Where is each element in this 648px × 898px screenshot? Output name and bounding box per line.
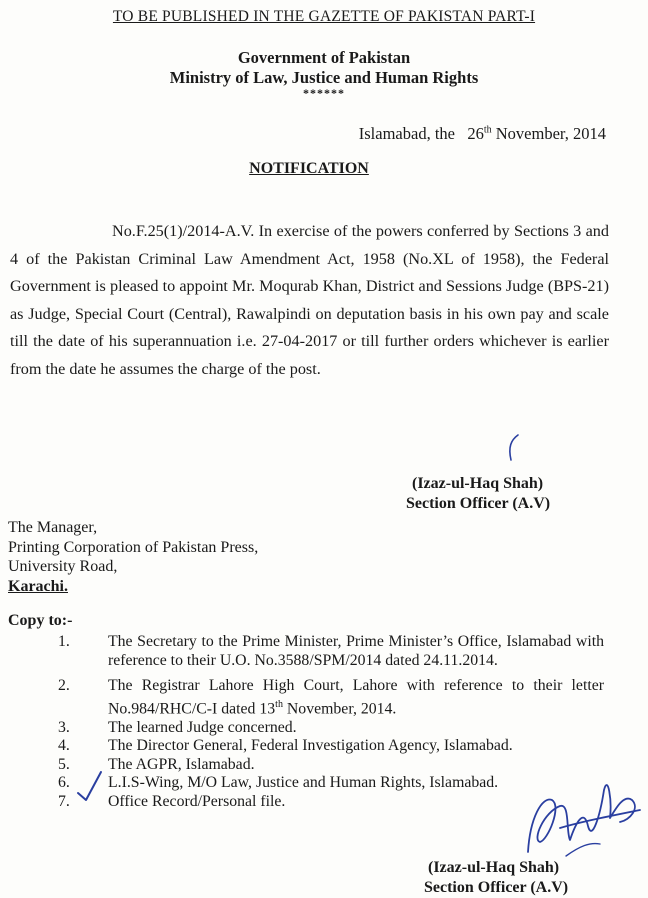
- signature-underline-icon: [566, 844, 600, 857]
- copy-item-number: 2.: [58, 677, 70, 695]
- copy-item-text: The Director General, Federal Investigation Agency, Islamabad.: [108, 737, 513, 755]
- initial-stroke-icon: [510, 435, 518, 460]
- copy-item: [58, 719, 604, 738]
- signatory-designation: Section Officer (A.V): [406, 495, 551, 512]
- copy-item: [58, 774, 604, 793]
- copy-item: [58, 677, 604, 718]
- gazette-heading: TO BE PUBLISHED IN THE GAZETTE OF PAKISTAN PART-I: [112, 8, 536, 25]
- signatory-name: (Izaz-ul-Haq Shah): [428, 859, 560, 876]
- separator-stars: ******: [303, 86, 345, 100]
- issue-date: [359, 124, 606, 144]
- copy-item-text: [108, 677, 604, 718]
- address-line-3: University Road,: [8, 558, 118, 575]
- copy-to-heading: Copy to:-: [8, 612, 73, 629]
- copy-to-list: [58, 633, 604, 812]
- copy-item-text: Office Record/Personal file.: [108, 793, 286, 811]
- date-day-suffix: th: [483, 124, 492, 136]
- signatory-designation: Section Officer (A.V): [424, 879, 569, 896]
- ministry-name: Ministry of Law, Justice and Human Rights: [169, 68, 479, 87]
- issuing-authority: [0, 48, 648, 88]
- copy-item-number: 5.: [58, 755, 70, 773]
- signature-block-bottom: [424, 858, 568, 898]
- copy-item-number: 4.: [58, 737, 70, 755]
- copy-item: [58, 633, 604, 670]
- date-month-year: November, 2014: [495, 124, 606, 143]
- copy-item-text-part: The Registrar Lahore High Court, Lahore with reference to their letter No.984/RHC/C-I dated 13: [108, 677, 604, 718]
- date-place: Islamabad, the: [358, 124, 455, 143]
- copy-item-text: The Secretary to the Prime Minister, Prime Minister’s Office, Islamabad with reference to their U.O. No.3588/SPM/2014 dated 24.11.2014.: [108, 633, 604, 669]
- address-city: Karachi.: [8, 577, 68, 595]
- copy-item-number: 3.: [58, 718, 70, 736]
- address-line-1: The Manager,: [8, 519, 98, 536]
- addressee-block: [8, 518, 258, 596]
- copy-item-sup: th: [275, 698, 283, 710]
- copy-item-text: The learned Judge concerned.: [108, 718, 297, 736]
- copy-item-number: 1.: [58, 633, 70, 650]
- signature-block-top: [406, 474, 550, 514]
- copy-item-text: L.I.S-Wing, M/O Law, Justice and Human Rights, Islamabad.: [108, 774, 499, 792]
- notification-body: No.F.25(1)/2014-A.V. In exercise of the powers conferred by Sections 3 and 4 of the Pakistan Criminal Law Amendment Act, 1958 (No.XL of 1958), the Federal Government is pleased to appoint Mr. Moqurab Khan, District and Sessions Judge (BPS-21) as Judge, Special Court (Central), Rawalpindi on deputation basis in his own pay and scale till the date of his superannuation i.e. 27-04-2017 or till further orders whichever is earlier from the date he assumes the charge of the post.: [10, 222, 609, 378]
- signatory-name: (Izaz-ul-Haq Shah): [412, 475, 544, 492]
- copy-item-text-part: November, 2014.: [282, 700, 397, 718]
- copy-item: [58, 793, 604, 812]
- government-name: Government of Pakistan: [237, 48, 411, 67]
- address-line-2: Printing Corporation of Pakistan Press,: [8, 538, 259, 556]
- copy-item-text: The AGPR, Islamabad.: [108, 755, 255, 773]
- copy-item-number: 7.: [58, 793, 70, 811]
- date-day: 26: [467, 124, 484, 143]
- notification-title: NOTIFICATION: [249, 160, 369, 177]
- copy-item-number: 6.: [58, 774, 70, 792]
- copy-item: [58, 756, 604, 775]
- copy-item: [58, 737, 604, 756]
